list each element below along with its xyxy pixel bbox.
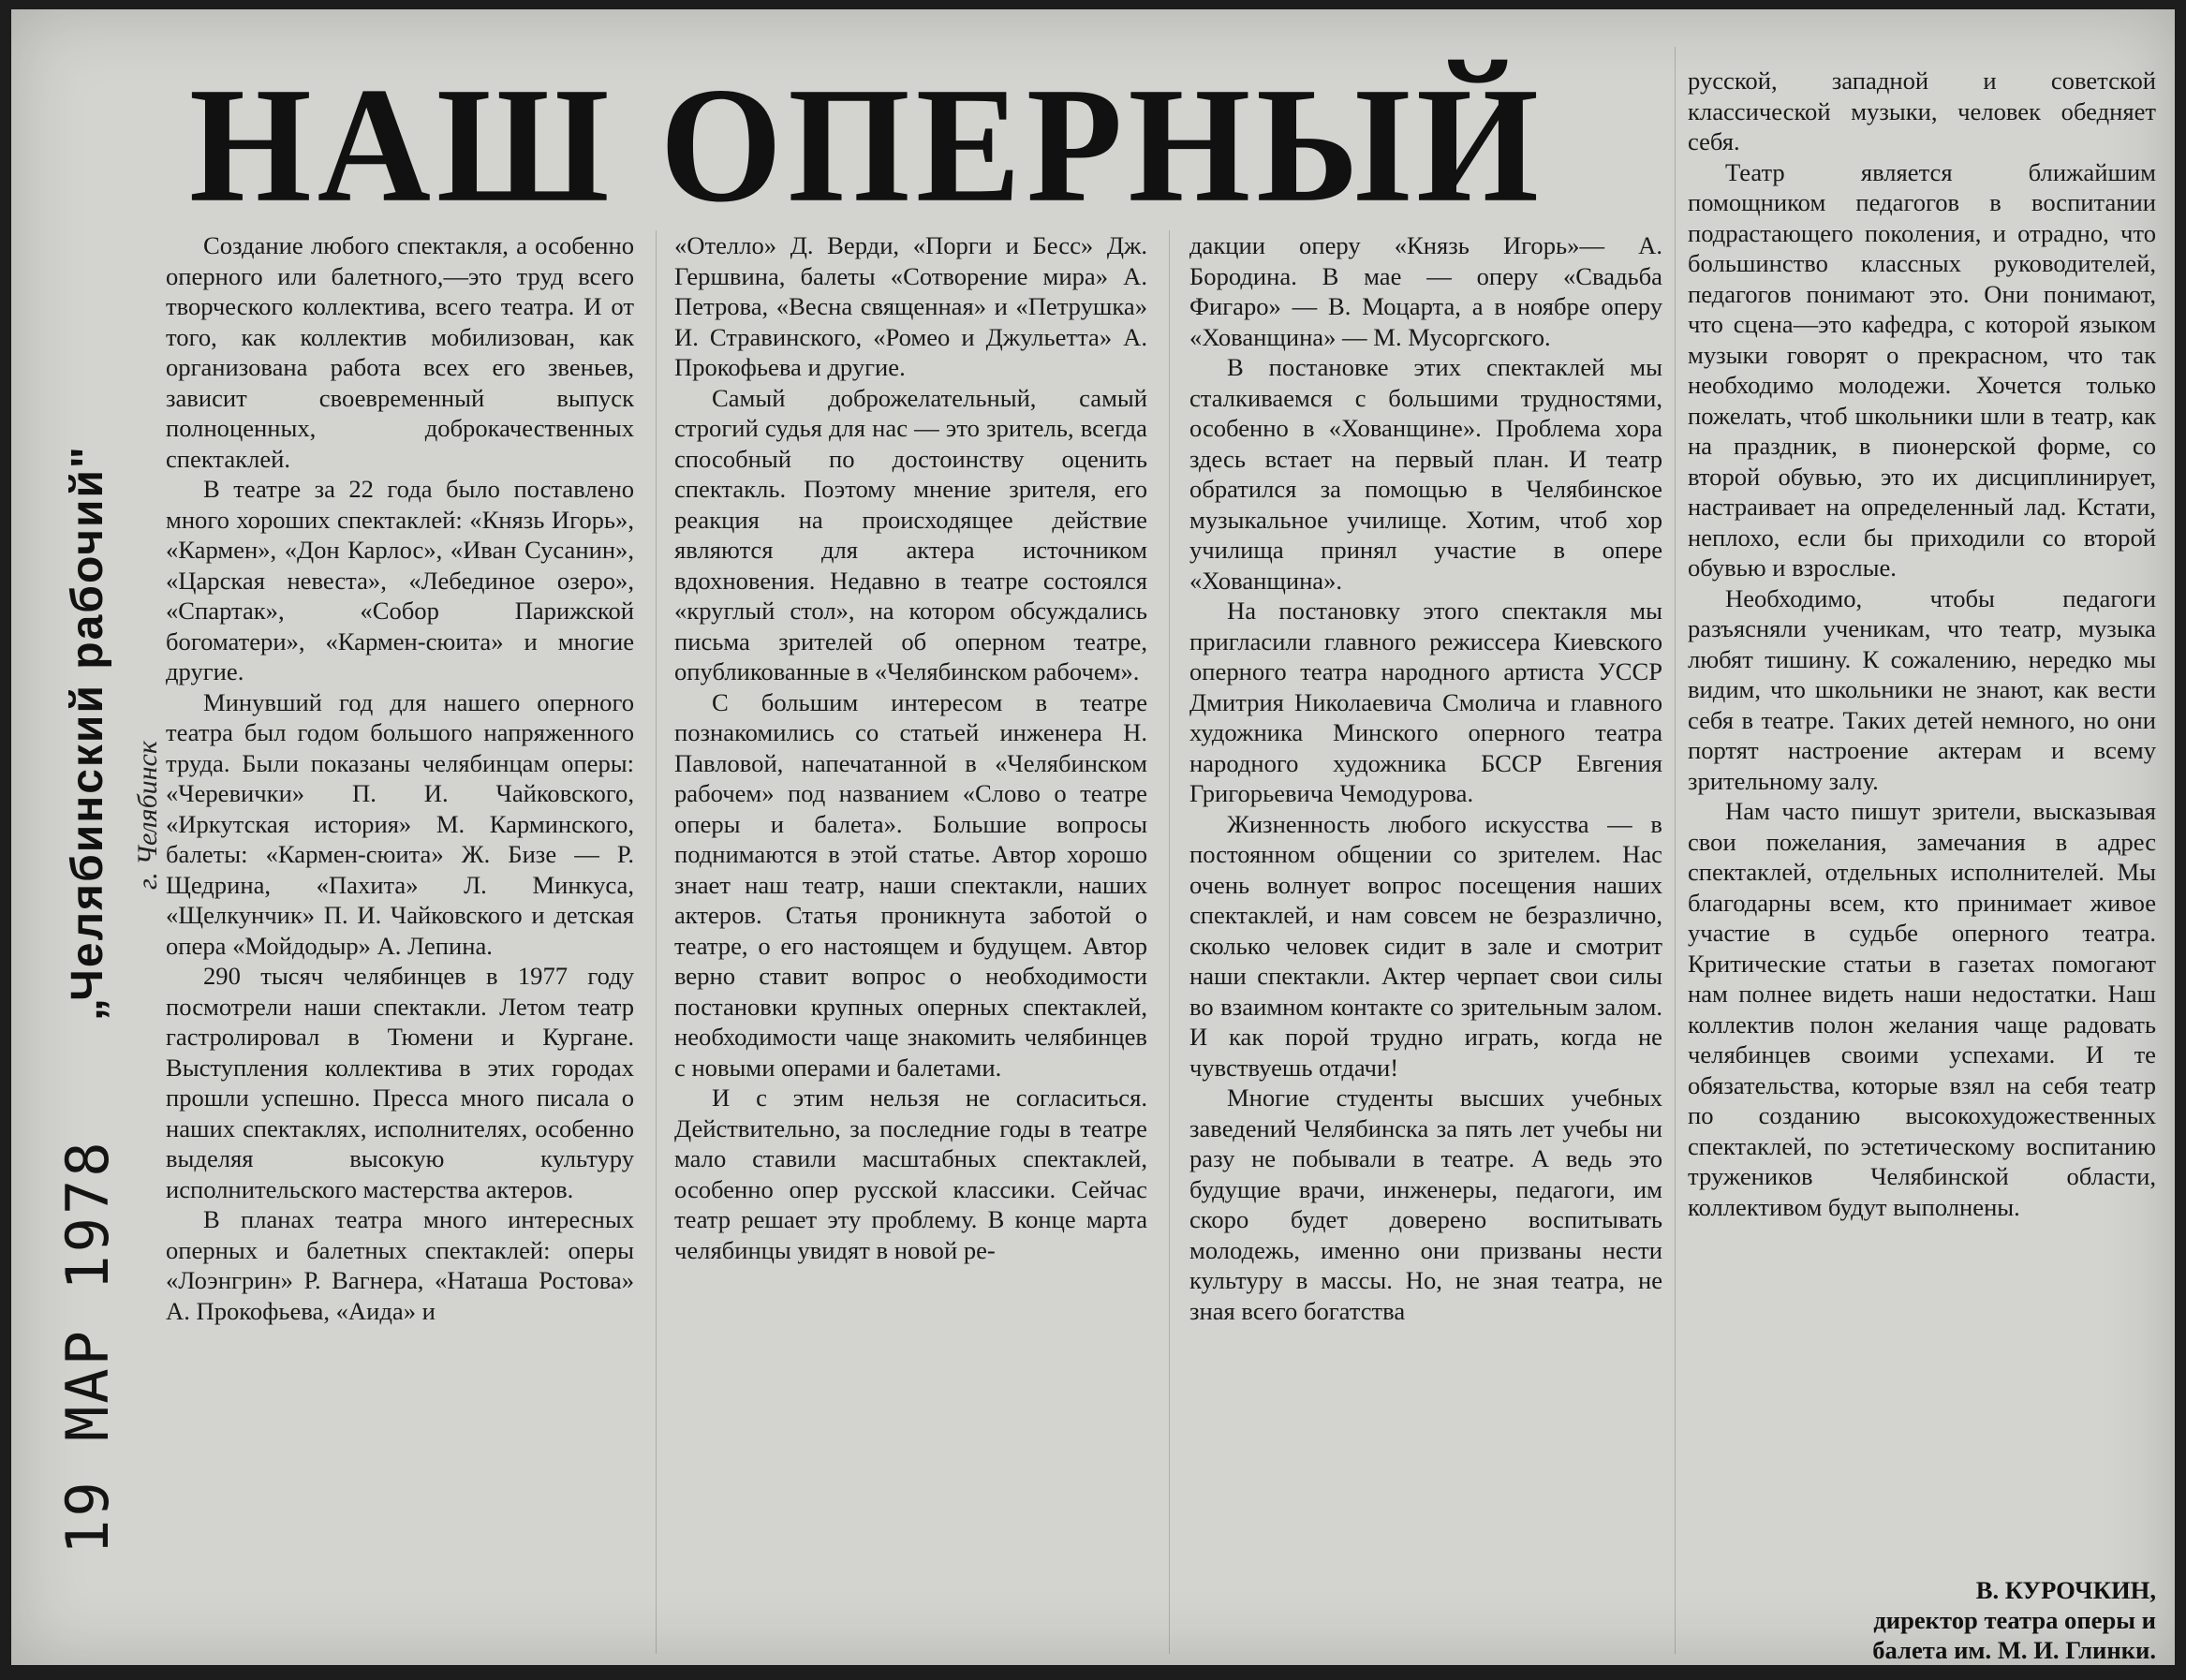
paragraph: С большим интересом в театре познакомились со статьей инженера Н. Павловой, напечатанной в «Челябинском рабочем» под названием «Слово о театре оперы и балета». Большие вопросы поднимаются в этой статье. Автор хорошо знает наш театр, наши спектакли, наших актеров. Статья проникнута заботой о театре, о его настоящем и будущем. Автор верно ставит вопрос о необходимости постановки крупных оперных спектаклей, необходимости чаще знакомить челябинцев с новыми операми и балетами. — [674, 687, 1147, 1082]
column-divider — [656, 230, 657, 1654]
article-column-1 — [166, 230, 634, 1621]
newspaper-name: „Челябинский рабочий" — [63, 445, 112, 1021]
article-column-2 — [674, 230, 1147, 1680]
paragraph: дакции оперу «Князь Игорь»— А. Бородина. В мае — оперу «Свадьба Фигаро» — В. Моцарта, а в ноябре оперу «Хованщина» — М. Мусоргского. — [1189, 231, 1662, 351]
author-signature — [1688, 1575, 2156, 1665]
paragraph: Необходимо, чтобы педагоги разъясняли ученикам, что театр, музыка любят тишину. К сожалению, нередко мы видим, что школьники не знают, как вести себя в театре. Таких детей немного, но они портят настроение актерам и всему зрительному залу. — [1688, 583, 2156, 795]
paragraph: В планах театра много интересных оперных и балетных спектаклей: оперы «Лоэнгрин» Р. Вагнера, «Наташа Ростова» А. Прокофьева, «Аида» и — [166, 1205, 634, 1325]
paragraph: Театр является ближайшим помощником педагогов в воспитании подрастающего поколения, и отрадно, что большинство классных руководителей, педагогов понимают это. Они понимают, что сцена—это кафедра, с которой языком музыки говорят о прекрасном, что так необходимо молодежи. Хочется только пожелать, чтоб школьники шли в театр, как на праздник, в пионерской форме, со второй обувью, это их дисциплинирует, настраивает на определенный лад. Кстати, неплохо, если бы приходили со второй обувью и взрослые. — [1688, 157, 2156, 582]
newspaper-clipping — [11, 9, 2175, 1665]
article-column-4 — [1688, 66, 2156, 1540]
author-title-line: балета им. М. И. Глинки. — [1872, 1636, 2156, 1664]
paragraph: И с этим нельзя не согласиться. Действительно, за последние годы в театре мало ставили масштабных спектаклей, особенно опер русской классики. Сейчас театр решает эту проблему. В конце марта челябинцы увидят в новой ре- — [674, 1083, 1147, 1264]
date-stamp — [41, 1139, 144, 1555]
paragraph: «Отелло» Д. Верди, «Порги и Бесс» Дж. Гершвина, балеты «Сотворение мира» А. Петрова, «Весна священная» и «Петрушка» И. Стравинского, «Ромео и Джульетта» А. Прокофьева и другие. — [674, 231, 1147, 381]
paragraph: На постановку этого спектакля мы пригласили главного режиссера Киевского оперного театра народного артиста УССР Дмитрия Николаевича Смолича и главного художника Минского оперного театра народного художника БССР Евгения Григорьевича Чемодурова. — [1189, 597, 1662, 807]
paragraph: Многие студенты высших учебных заведений Челябинска за пять лет учебы ни разу не побывали в театре. А ведь это будущие врачи, инженеры, педагоги, им скоро будет доверено воспитывать молодежь, именно они призваны нести культуру в массы. Но, не зная театра, не зная всего богатства — [1189, 1083, 1662, 1325]
author-title-line: директор театра оперы и — [1873, 1606, 2156, 1634]
paragraph: Жизненность любого искусства — в постоянном общении со зрителем. Нас очень волнует вопрос посещения наших спектаклей, и нам совсем не безразлично, сколько человек сидит в зале и смотрит наши спектакли. Актер черпает свои силы во взаимном контакте со зрительным залом. И как порой трудно играть, когда не чувствуешь отдачи! — [1189, 809, 1662, 1082]
paragraph: Создание любого спектакля, а особенно оперного или балетного,—это труд всего творческого коллектива, всего театра. И от того, как коллектив мобилизован, как организована работа всех его звеньев, зависит своевременный выпуск полноценных, доброкачественных спектаклей. — [166, 231, 634, 473]
newspaper-city: г. Челябинск — [132, 741, 163, 890]
paragraph: 290 тысяч челябинцев в 1977 году посмотрели наши спектакли. Летом театр гастролировал в Тюмени и Кургане. Выступления коллектива в этих городах прошли успешно. Пресса много писала о наших спектаклях, исполнителях, особенно выделяя высокую культуру исполнительского мастерства актеров. — [166, 962, 634, 1203]
article-column-3 — [1189, 230, 1662, 1680]
article-headline: НАШ ОПЕРНЫЙ — [189, 53, 1544, 237]
paragraph: русской, западной и советской классической музыки, человек обедняет себя. — [1688, 66, 2156, 155]
author-name: В. КУРОЧКИН, — [1975, 1576, 2156, 1604]
column-divider — [1169, 230, 1170, 1654]
paragraph: Самый доброжелательный, самый строгий судья для нас — это зритель, всегда способный по достоинству оценить спектакль. Поэтому мнение зрителя, его реакция на происходящее действие являются для актера источником вдохновения. Недавно в театре состоялся «круглый стол», на котором обсуждались письма зрителей об оперном театре, опубликованные в «Челябинском рабочем». — [674, 383, 1147, 685]
column-divider — [1675, 47, 1676, 1654]
paragraph: Нам часто пишут зрители, высказывая свои пожелания, замечания в адрес спектаклей, отдельных исполнителей. Мы благодарны всем, кто принимает живое участие в судьбе оперного театра. Критические статьи в газетах помогают нам полнее видеть наши недостатки. Наш коллектив полон желания чаще радовать челябинцев своими успехами. И те обязательства, которые взял на себя театр по созданию высокохудожественных спектаклей, по эстетическому воспитанию тружеников Челябинской области, коллективом будут выполнены. — [1688, 797, 2156, 1221]
paragraph: Минувший год для нашего оперного театра был годом большого напряженного труда. Были показаны челябинцам оперы: «Черевички» П. И. Чайковского, «Иркутская история» М. Карминского, балеты: «Кармен-сюита» Ж. Бизе — Р. Щедрина, «Пахита» Л. Минкуса, «Щелкунчик» П. И. Чайковского и детская опера «Мойдодыр» А. Лепина. — [166, 687, 634, 960]
date-stamp-text: 19 МАР 1978 — [53, 1139, 122, 1555]
paragraph: В постановке этих спектаклей мы сталкиваемся с большими трудностями, особенно в «Хованщине». Проблема хора здесь встает на первый план. И театр обратился за помощью в Челябинское музыкальное училище. Хотим, чтоб хор училища принял участие в опере «Хованщина». — [1189, 353, 1662, 595]
paragraph: В театре за 22 года было поставлено много хороших спектаклей: «Князь Игорь», «Кармен», «Дон Карлос», «Иван Сусанин», «Царская невеста», «Лебединое озеро», «Спартак», «Собор Парижской богоматери», «Кармен-сюита» и многие другие. — [166, 475, 634, 685]
